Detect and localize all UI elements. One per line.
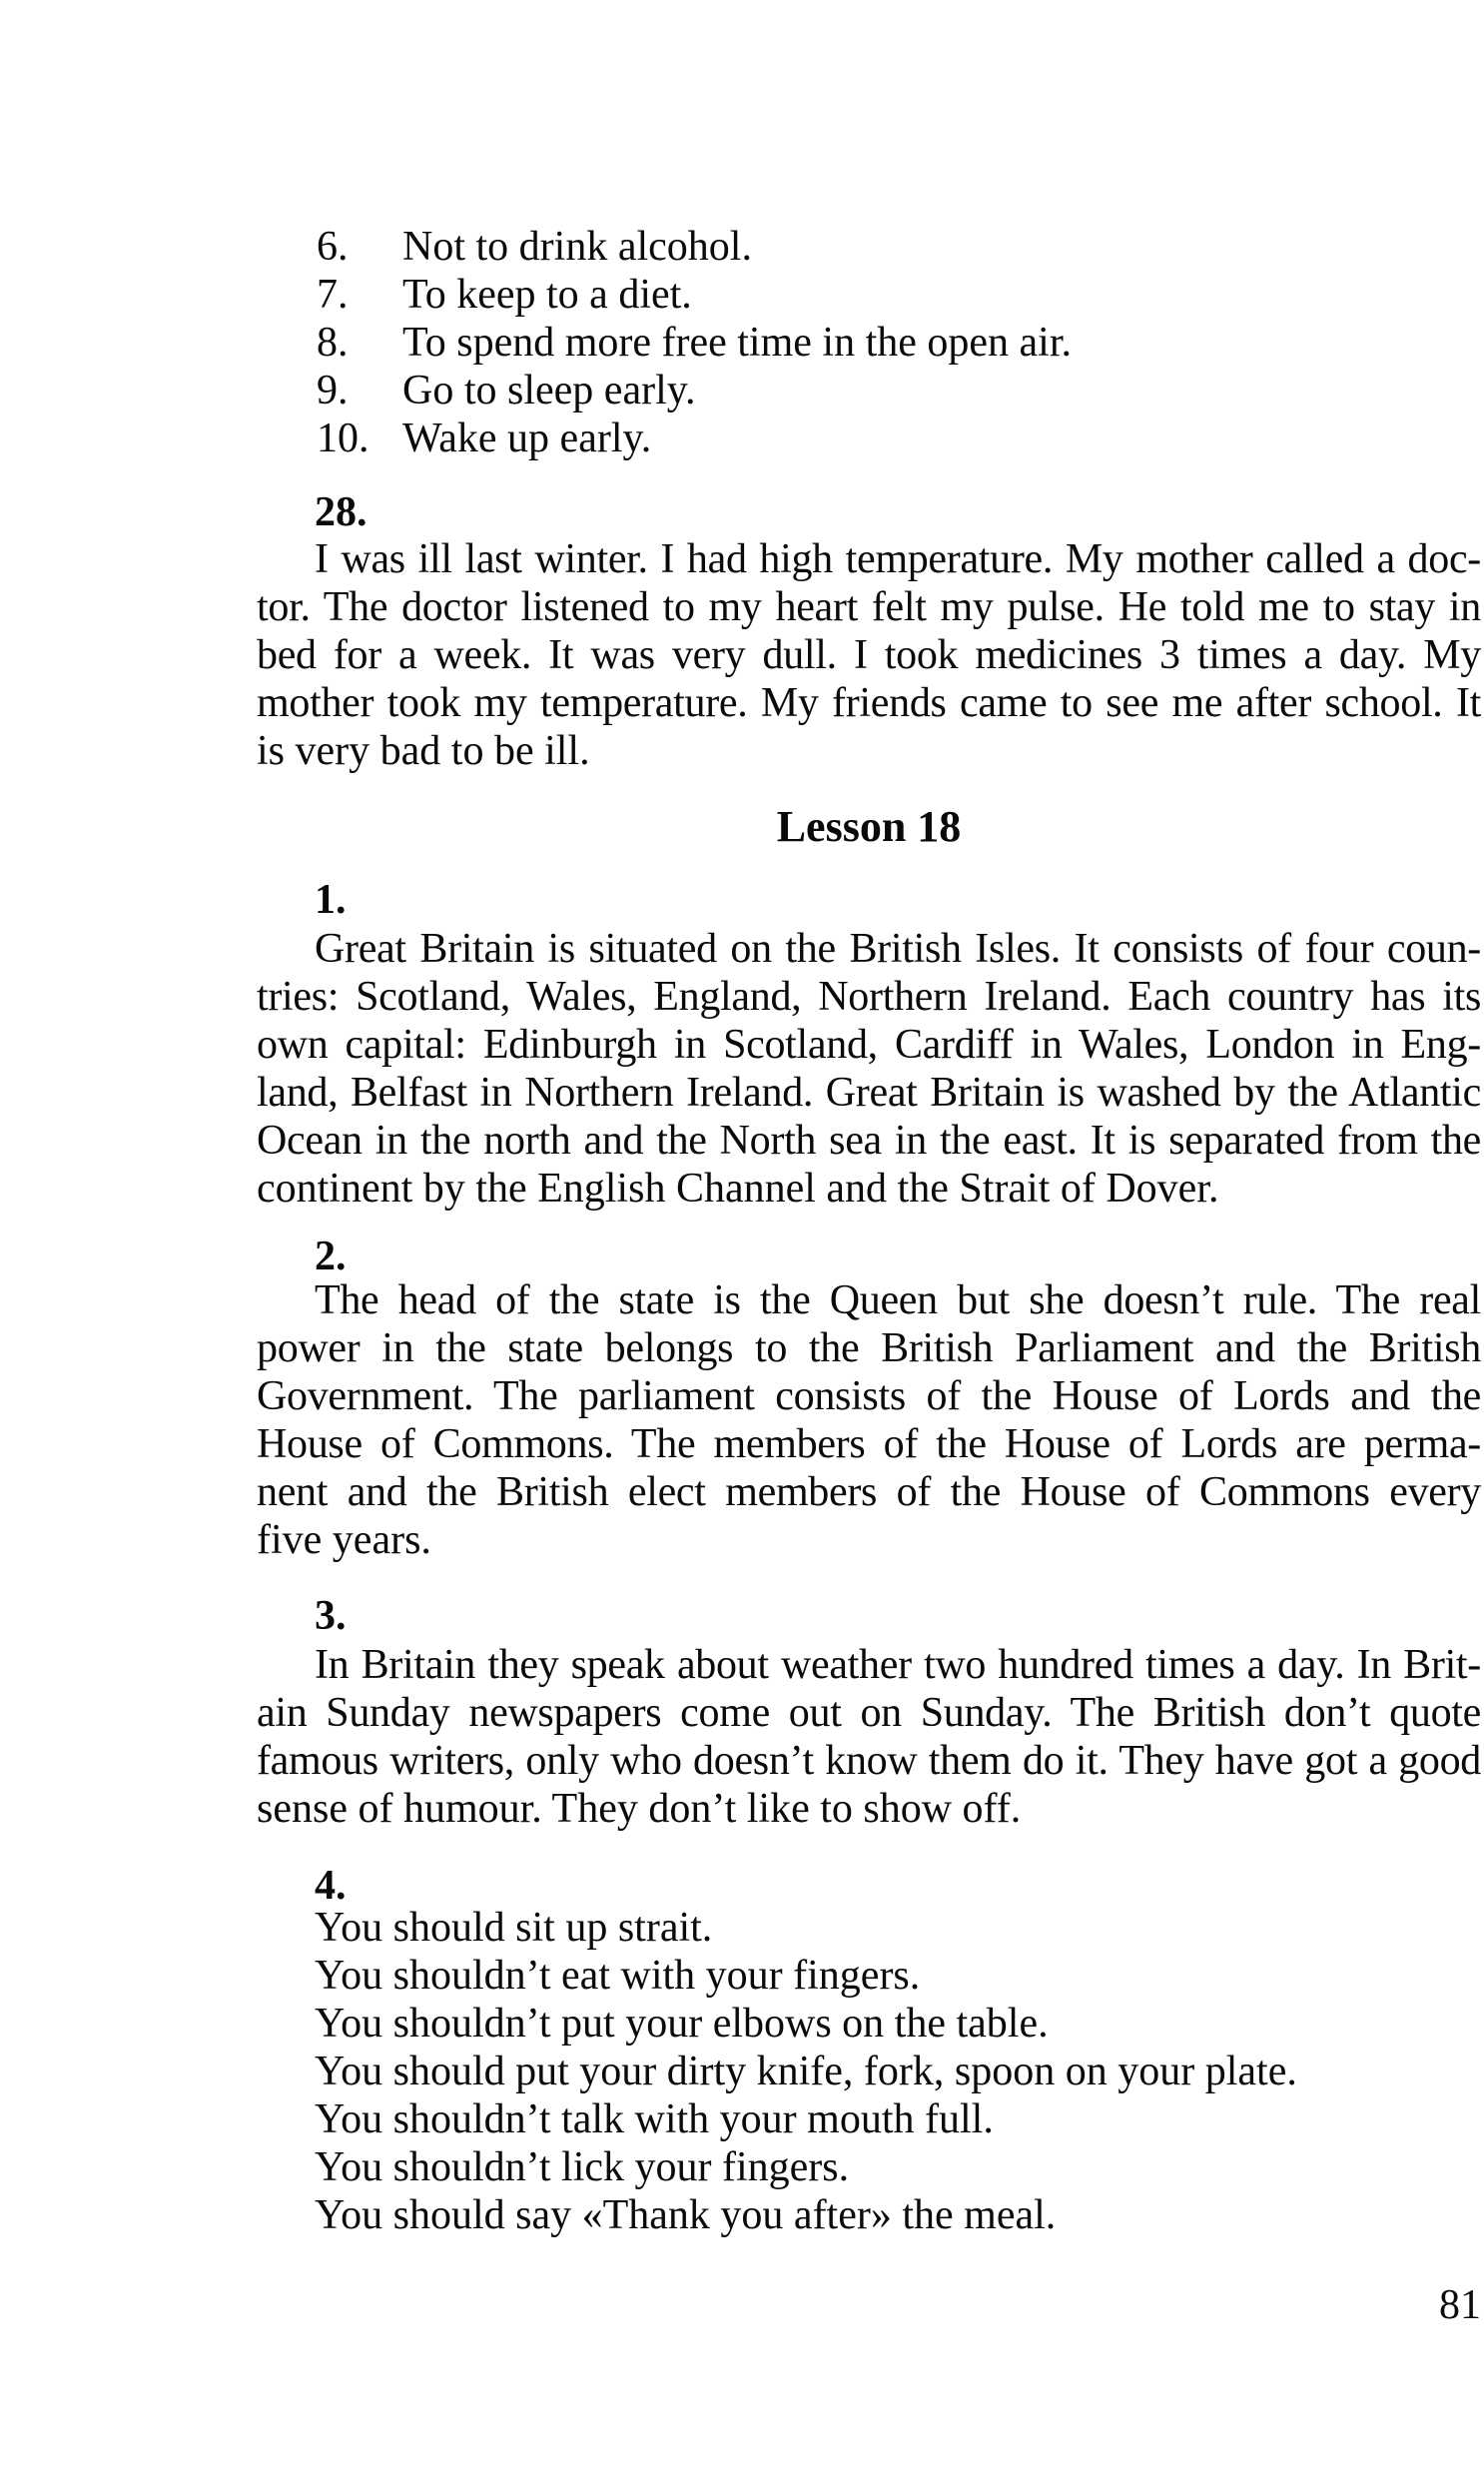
paragraph-3 [257,1641,1481,1833]
paragraph-last-line: five years. [257,1517,431,1563]
paragraph-line: You shouldn’t eat with your fingers. [315,1953,921,1999]
paragraph-line: bed for a week. It was very dull. I took medicines 3 times a day. My [257,632,1481,678]
paragraph-line: The head of the state is the Queen but she doesn’t rule. The real [315,1277,1481,1323]
list-item [257,367,1481,414]
numbered-list [257,223,1481,462]
paragraph-line: tries: Scotland, Wales, England, Northern Ireland. Each country has its [257,974,1481,1020]
page-number: 81 [1439,2282,1481,2328]
paragraph-last-line: sense of humour. They don’t like to show off. [257,1786,1022,1832]
list-item-text: Not to drink alcohol. [402,224,752,270]
list-item-text: Wake up early. [402,415,652,461]
list-item-number: 10. [317,415,370,461]
list-item [257,319,1481,367]
section-label: 2. [315,1234,347,1279]
list-item-text: To keep to a diet. [402,272,692,318]
paragraph-line: mother took my temperature. My friends came to see me after school. It [257,680,1481,726]
list-item-number: 7. [317,272,349,318]
paragraph-28 [257,535,1481,775]
paragraph-line: You should put your dirty knife, fork, spoon on your plate. [315,2049,1297,2094]
paragraph-line: You shouldn’t lick your fingers. [315,2144,850,2190]
paragraph-line: tor. The doctor listened to my heart felt my pulse. He told me to stay in [257,584,1481,630]
list-item [257,414,1481,462]
paragraph-2 [257,1276,1481,1564]
paragraph-line: famous writers, only who doesn’t know them do it. They have got a good [257,1738,1481,1784]
paragraph-line: You should sit up strait. [315,1905,713,1951]
list-item-number: 8. [317,320,349,366]
paragraph-line: Government. The parliament consists of the House of Lords and the [257,1373,1481,1419]
list-item [257,271,1481,319]
paragraph-last-line: is very bad to be ill. [257,728,590,774]
paragraph-line: ain Sunday newspapers come out on Sunday. The British don’t quote [257,1690,1481,1736]
paragraph-1 [257,925,1481,1213]
paragraph-line: In Britain they speak about weather two hundred times a day. In Brit- [315,1642,1481,1688]
paragraph-line: Great Britain is situated on the British Isles. It consists of four coun- [315,926,1481,972]
paragraph-last-line: continent by the English Channel and the Strait of Dover. [257,1166,1219,1212]
list-item [257,223,1481,271]
paragraph-line: I was ill last winter. I had high temperature. My mother called a doc- [315,536,1481,582]
paragraph-line: land, Belfast in Northern Ireland. Great Britain is washed by the Atlantic [257,1070,1481,1116]
section-label: 3. [315,1593,347,1639]
section-label: 28. [315,489,368,535]
paragraph-line: You shouldn’t talk with your mouth full. [315,2096,994,2142]
paragraph-line: power in the state belongs to the British Parliament and the British [257,1325,1481,1371]
paragraph-line: nent and the British elect members of the House of Commons every [257,1469,1481,1515]
list-item-number: 6. [317,224,349,270]
list-item-text: Go to sleep early. [402,368,696,413]
paragraph-line: own capital: Edinburgh in Scotland, Cardiff in Wales, London in Eng- [257,1022,1481,1068]
section-label: 4. [315,1863,347,1909]
list-item-number: 9. [317,368,349,413]
paragraph-line: You should say «Thank you after» the meal. [315,2192,1057,2238]
list-item-text: To spend more free time in the open air. [402,320,1073,366]
paragraph-line: You shouldn’t put your elbows on the table. [315,2001,1049,2047]
section-label: 1. [315,877,347,923]
lesson-heading: Lesson 18 [776,802,962,851]
paragraph-4 [257,1904,1481,2239]
paragraph-line: House of Commons. The members of the House of Lords are perma- [257,1421,1481,1467]
paragraph-line: Ocean in the north and the North sea in the east. It is separated from the [257,1118,1481,1164]
